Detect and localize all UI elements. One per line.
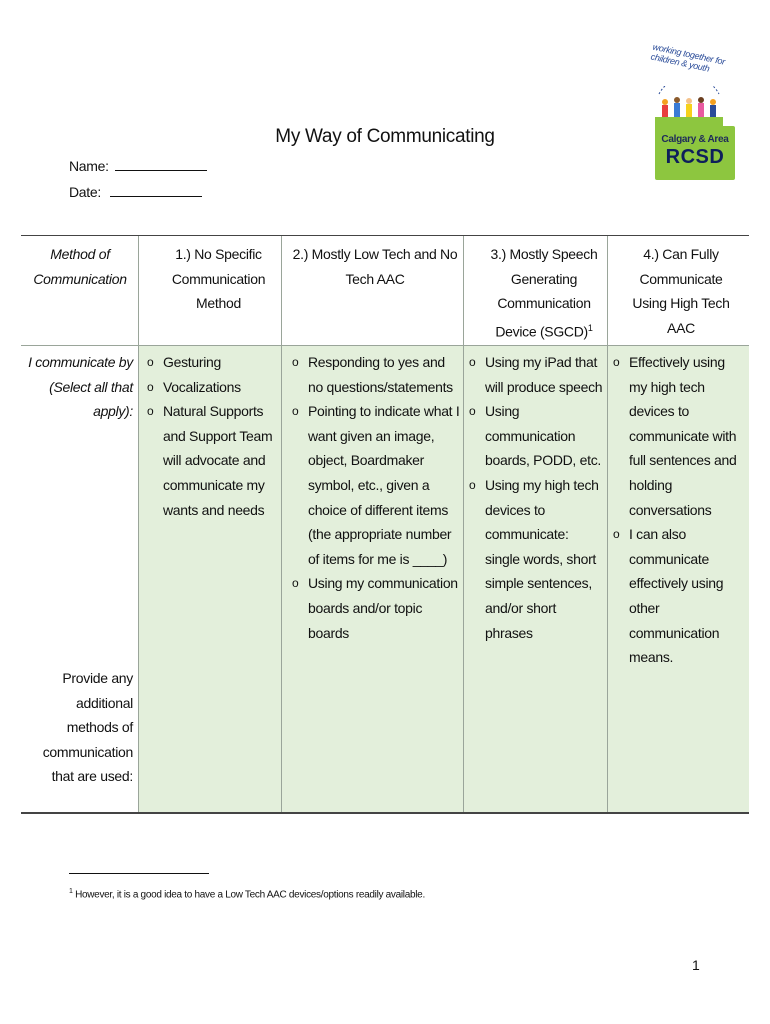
page-number: 1 (692, 957, 700, 973)
checkbox-option[interactable]: o I can also communicate effectively using other communication means. (613, 522, 743, 670)
footnote-text: However, it is a good idea to have a Low Tech AAC devices/options readily available. (75, 889, 425, 901)
checkbox-option[interactable]: o Using my communication boards and/or topic boards (292, 571, 462, 645)
logo-tagline: working together for children & youth (649, 41, 726, 74)
checkbox-option[interactable]: o Using my iPad that will produce speech (469, 350, 603, 399)
logo-subtitle: Calgary & Area (661, 134, 729, 145)
footnote-rule (69, 873, 209, 874)
header-high-tech: 4.) Can Fully Communicate Using High Tech AAC (632, 246, 730, 336)
name-field (69, 158, 207, 174)
checkbox-option[interactable]: o Effectively using my high tech devices to communicate with full sentences and holding conversations (613, 350, 743, 522)
column-divider (138, 236, 139, 812)
column-no-specific-options (147, 350, 277, 522)
checkbox-option[interactable]: o Natural Supports and Support Team will advocate and communicate my wants and needs (147, 399, 277, 522)
checkbox-option[interactable]: o Gesturing (147, 350, 277, 375)
checkbox-option[interactable]: o Pointing to indicate what I want given an image, object, Boardmaker symbol, etc., given a choice of different items (the appropriate number of items for me is ____) (292, 399, 462, 571)
row-label-additional-methods: Provide any additional methods of communication that are used: (42, 670, 133, 785)
column-sgcd-options (469, 350, 603, 645)
footnote (69, 888, 425, 900)
header-no-specific: 1.) No Specific Communication Method (171, 246, 266, 311)
footnote-number: 1 (69, 888, 73, 895)
footnote-ref: 1 (587, 322, 593, 333)
header-low-tech: 2.) Mostly Low Tech and No Tech AAC (292, 246, 458, 287)
checkbox-option[interactable]: o Using my high tech devices to communicate: single words, short simple sentences, and/or short phrases (469, 473, 603, 645)
header-divider (21, 345, 749, 346)
date-blank-line[interactable] (110, 184, 202, 197)
communication-table (21, 235, 749, 814)
header-sgcd (477, 242, 611, 344)
checkbox-option[interactable]: o Using communication boards, PODD, etc. (469, 399, 603, 473)
name-label: Name: (69, 158, 109, 174)
date-field (69, 184, 202, 200)
logo-acronym: RCSD (665, 146, 725, 168)
column-low-tech-options (292, 350, 462, 645)
column-divider (463, 236, 464, 812)
checkbox-option[interactable]: o Responding to yes and no questions/statements (292, 350, 462, 399)
header-sgcd-text: 3.) Mostly Speech Generating Communication Device (SGCD) (490, 246, 598, 340)
checkbox-option[interactable]: o Vocalizations (147, 375, 277, 400)
header-method: Method of Communication (33, 246, 127, 287)
column-divider (281, 236, 282, 812)
name-blank-line[interactable] (115, 158, 207, 171)
column-high-tech-options (613, 350, 743, 670)
rcsd-logo (641, 41, 737, 182)
page-title: My Way of Communicating (275, 126, 495, 147)
date-label: Date: (69, 184, 101, 200)
children-illustration-icon (655, 86, 723, 130)
row-label-communicate-by: I communicate by (Select all that apply): (28, 354, 133, 420)
